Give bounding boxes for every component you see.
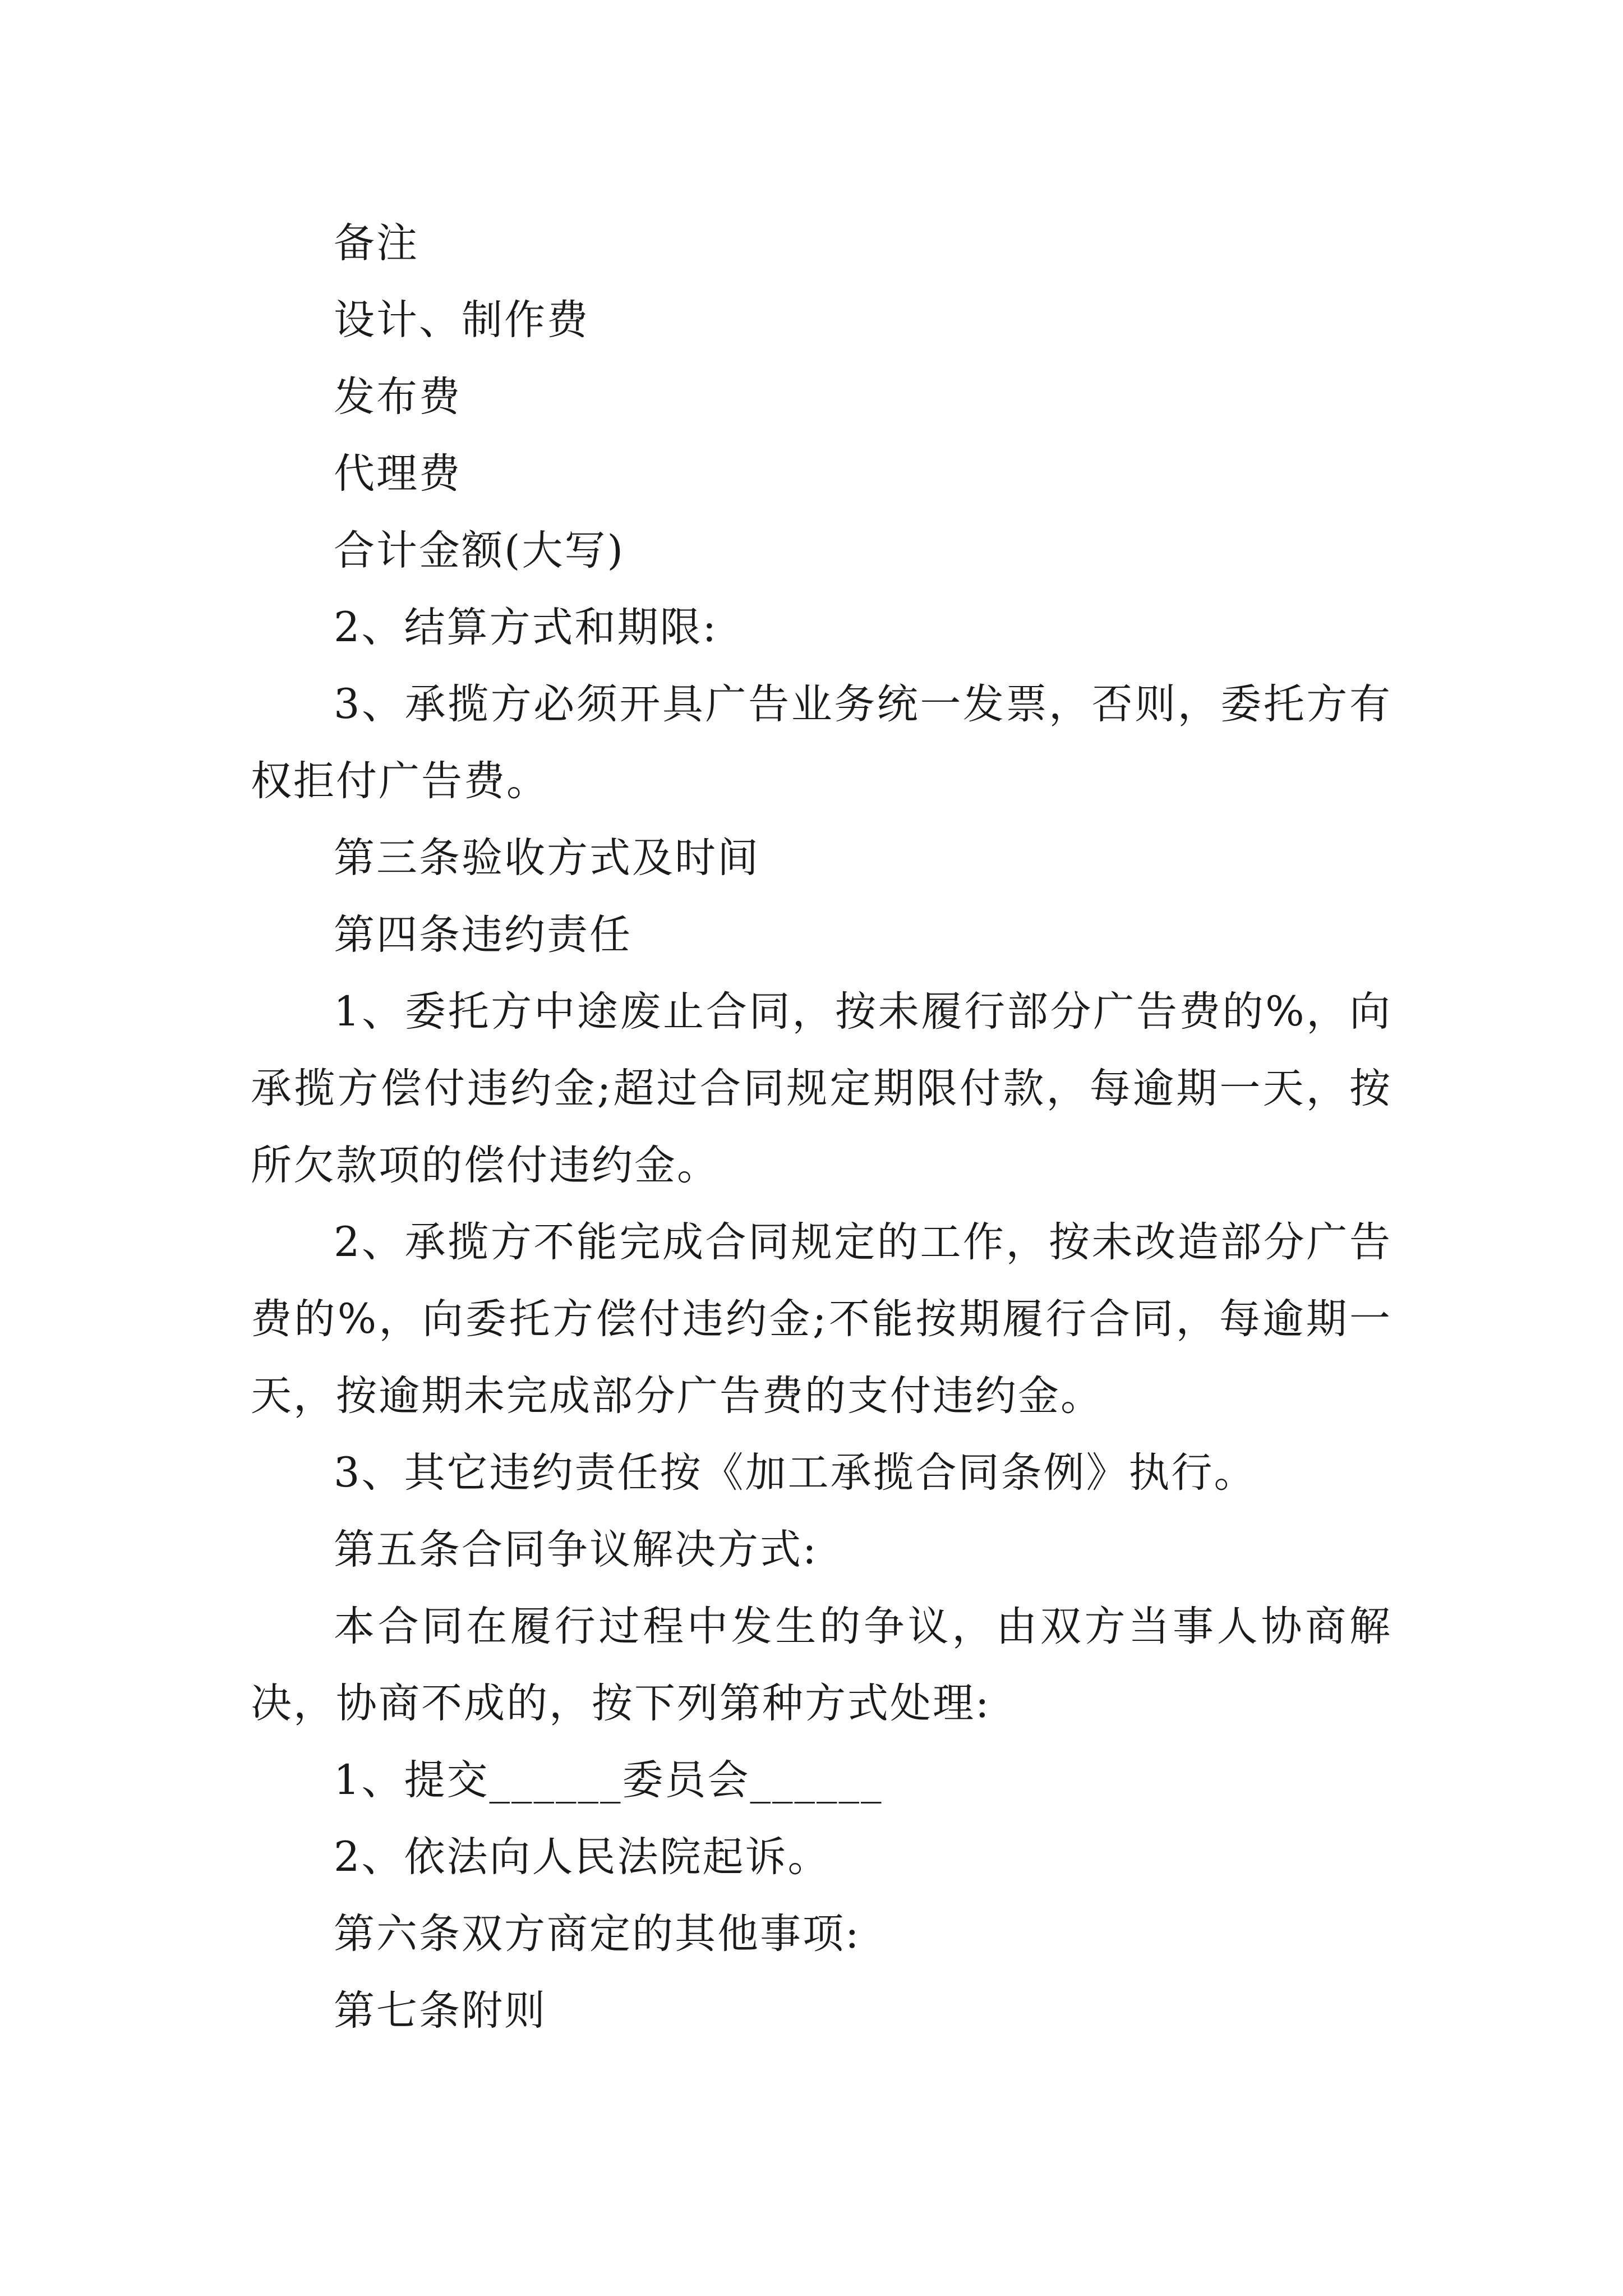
document-body bbox=[251, 205, 1392, 2049]
paragraph-publish-fee: 发布费 bbox=[334, 373, 462, 421]
paragraph-design-fee: 设计、制作费 bbox=[334, 296, 589, 344]
paragraph-dispute: 本合同在履行过程中发生的争议，由双方当事人协商解决，协商不成的，按下列第种方式处理: bbox=[251, 1603, 1392, 1727]
paragraph-article-6: 第六条双方商定的其他事项: bbox=[334, 1910, 861, 1958]
paragraph-agency-fee: 代理费 bbox=[334, 450, 462, 498]
paragraph-dispute-option-2: 2、依法向人民法院起诉。 bbox=[334, 1833, 831, 1881]
paragraph-breach-3: 3、其它违约责任按《加工承揽合同条例》执行。 bbox=[334, 1449, 1257, 1497]
paragraph-settlement: 2、结算方式和期限: bbox=[334, 604, 718, 651]
paragraph-article-5: 第五条合同争议解决方式: bbox=[334, 1526, 818, 1573]
paragraph-invoice: 3、承揽方必须开具广告业务统一发票，否则，委托方有权拒付广告费。 bbox=[251, 680, 1392, 805]
paragraph-article-7: 第七条附则 bbox=[334, 1987, 547, 2035]
paragraph-article-4: 第四条违约责任 bbox=[334, 911, 632, 959]
paragraph-dispute-option-1: 1、提交______委员会______ bbox=[334, 1756, 883, 1804]
paragraph-breach-1: 1、委托方中途废止合同，按未履行部分广告费的%，向承揽方偿付违约金;超过合同规定期限付款，每逾期一天，按所欠款项的偿付违约金。 bbox=[251, 988, 1392, 1189]
paragraph-remarks: 备注 bbox=[334, 219, 419, 267]
paragraph-article-3: 第三条验收方式及时间 bbox=[334, 834, 760, 882]
paragraph-total-amount: 合计金额(大写) bbox=[334, 527, 625, 574]
paragraph-breach-2: 2、承揽方不能完成合同规定的工作，按未改造部分广告费的%，向委托方偿付违约金;不能按期履行合同，每逾期一天，按逾期未完成部分广告费的支付违约金。 bbox=[251, 1218, 1392, 1420]
